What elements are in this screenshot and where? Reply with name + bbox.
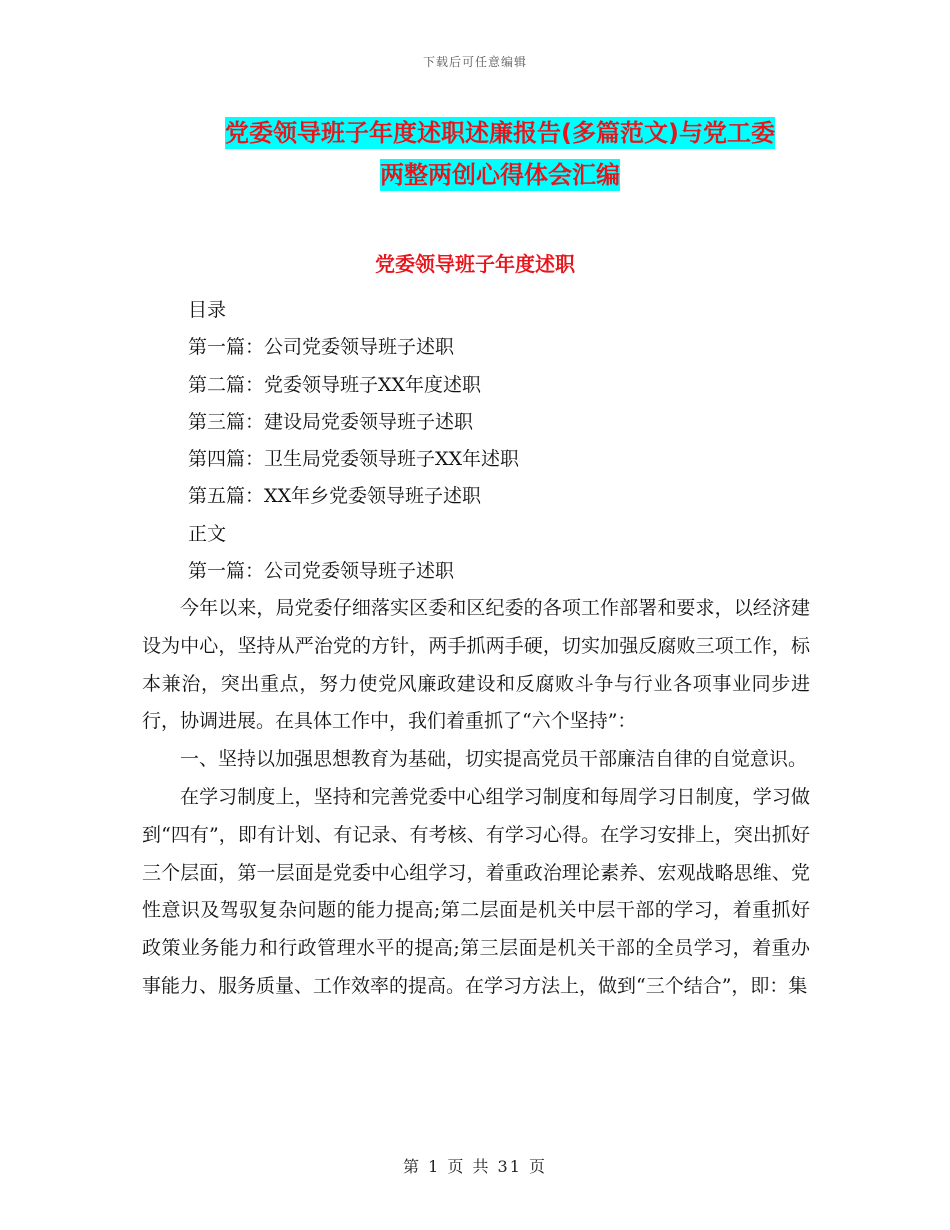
page-footer: 第 1 页 共 31 页: [403, 1157, 547, 1176]
body-heading: 正文: [188, 522, 227, 545]
toc-item: 第四篇：卫生局党委领导班子XX年述职: [188, 448, 520, 471]
toc-heading: 目录: [188, 299, 227, 321]
paragraph: 一、坚持以加强思想教育为基础，切实提高党员干部廉洁自律的自觉意识。: [180, 748, 808, 771]
toc-item: 第五篇：XX年乡党委领导班子述职: [188, 485, 482, 508]
section-title: 党委领导班子年度述职: [375, 252, 575, 276]
body-text: [142, 590, 810, 1006]
toc-item: 第二篇：党委领导班子XX年度述职: [188, 373, 482, 396]
document-title-line-2: 两整两创心得体会汇编: [380, 161, 620, 189]
document-title: [150, 112, 850, 196]
header-note: 下载后可任意编辑: [422, 55, 527, 69]
toc-item: 第三篇：建设局党委领导班子述职: [188, 410, 474, 433]
document-title-line-1: 党委领导班子年度述职述廉报告(多篇范文)与党工委: [225, 119, 775, 147]
table-of-contents: [188, 292, 828, 590]
paragraph: 在学习制度上，坚持和完善党委中心组学习制度和每周学习日制度，学习做到“四有”，即有计划、有记录、有考核、有学习心得。在学习安排上，突出抓好三个层面，第一层面是党委中心组学习，着重政治理论素养、宏观战略思维、党性意识及驾驭复杂问题的能力提高;第二层面是机关中层干部的学习，着重抓好政策业务能力和行政管理水平的提高;第三层面是机关干部的全员学习，着重办事能力、服务质量、工作效率的提高。在学习方法上，做到“三个结合”，即：集: [142, 785, 810, 997]
first-article-heading: 第一篇：公司党委领导班子述职: [188, 560, 455, 583]
toc-item: 第一篇：公司党委领导班子述职: [188, 336, 455, 359]
paragraph: 今年以来，局党委仔细落实区委和区纪委的各项工作部署和要求，以经济建设为中心，坚持从严治党的方针，两手抓两手硬，切实加强反腐败三项工作，标本兼治，突出重点，努力使党风廉政建设和反腐败斗争与行业各项事业同步进行，协调进展。在具体工作中，我们着重抓了“六个坚持”：: [142, 597, 810, 733]
